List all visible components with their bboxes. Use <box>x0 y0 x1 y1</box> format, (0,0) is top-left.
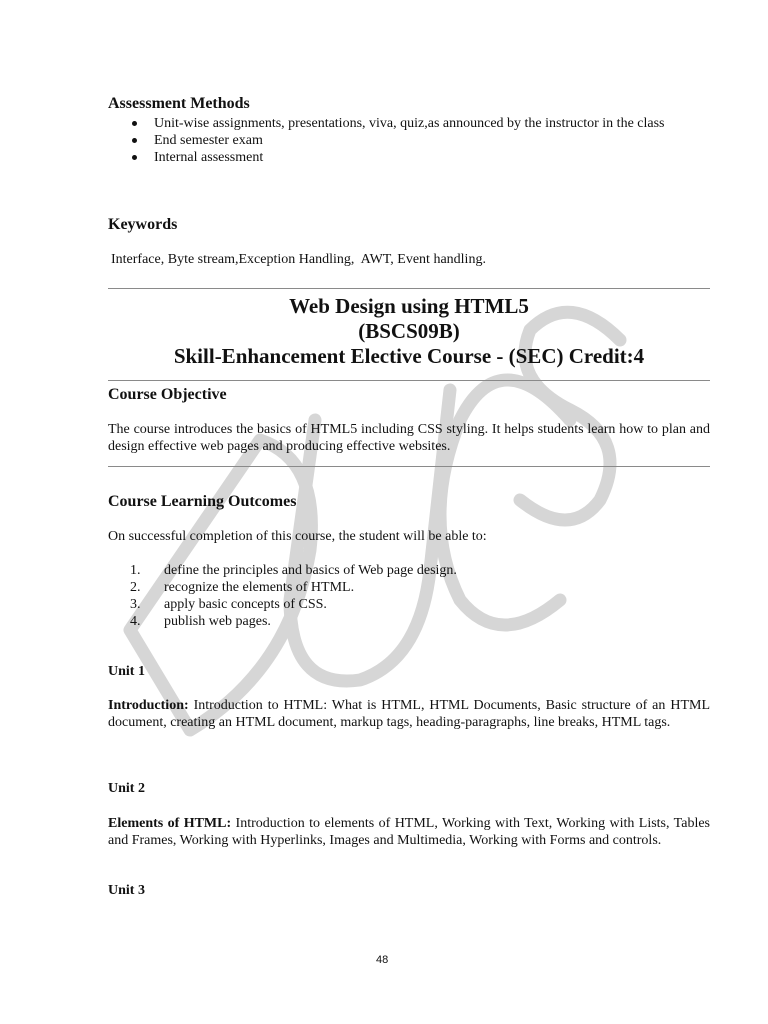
objective-text: The course introduces the basics of HTML5 including CSS styling. It helps students learn how to plan and design effective web pages and producing effective websites. <box>108 422 710 454</box>
divider <box>108 380 710 381</box>
outcomes-heading: Course Learning Outcomes <box>108 493 297 510</box>
outcomes-intro: On successful completion of this course, the student will be able to: <box>108 529 487 544</box>
bullet-icon <box>132 155 137 160</box>
list-item: 3. apply basic concepts of CSS. <box>130 597 327 612</box>
list-item: Internal assessment <box>108 149 710 166</box>
unit-2-text <box>108 815 710 849</box>
unit-1-heading: Unit 1 <box>108 664 145 679</box>
bullet-icon <box>132 121 137 126</box>
unit-2-body: Introduction to elements of HTML, Working with Text, Working with Lists, Tables and Frames, Working with Hyperlinks, Images and Multimedia, Working with Forms and controls. <box>108 816 710 848</box>
bullet-icon <box>132 138 137 143</box>
unit-3-heading: Unit 3 <box>108 883 145 898</box>
unit-1-text <box>108 697 710 731</box>
outcomes-list <box>108 562 710 630</box>
course-type: Skill-Enhancement Elective Course - (SEC) Credit:4 <box>173 344 645 368</box>
course-code: (BSCS09B) <box>358 319 460 343</box>
list-item: 1. define the principles and basics of Web page design. <box>130 563 457 578</box>
list-item: End semester exam <box>108 132 710 149</box>
assessment-heading: Assessment Methods <box>108 95 250 112</box>
course-title-name: Web Design using HTML5 <box>289 294 529 318</box>
keywords-heading: Keywords <box>108 216 178 233</box>
list-item: 2. recognize the elements of HTML. <box>130 580 355 595</box>
divider <box>108 288 710 289</box>
unit-1-body: Introduction to HTML: What is HTML, HTML Documents, Basic structure of an HTML document, creating an HTML document, markup tags, heading-paragraphs, line breaks, HTML tags. <box>108 698 710 730</box>
divider <box>108 466 710 467</box>
objective-heading: Course Objective <box>108 386 227 403</box>
keywords-text: Interface, Byte stream,Exception Handling, AWT, Event handling. <box>111 252 486 267</box>
unit-1-lead: Introduction: <box>108 698 189 713</box>
course-title <box>108 294 710 369</box>
assessment-list <box>108 115 710 166</box>
page-number: 48 <box>376 954 389 966</box>
unit-2-lead: Elements of HTML: <box>108 816 232 831</box>
list-item: 4. publish web pages. <box>130 614 271 629</box>
list-item: Unit-wise assignments, presentations, viva, quiz,as announced by the instructor in the class <box>108 115 710 132</box>
unit-2-heading: Unit 2 <box>108 781 145 796</box>
